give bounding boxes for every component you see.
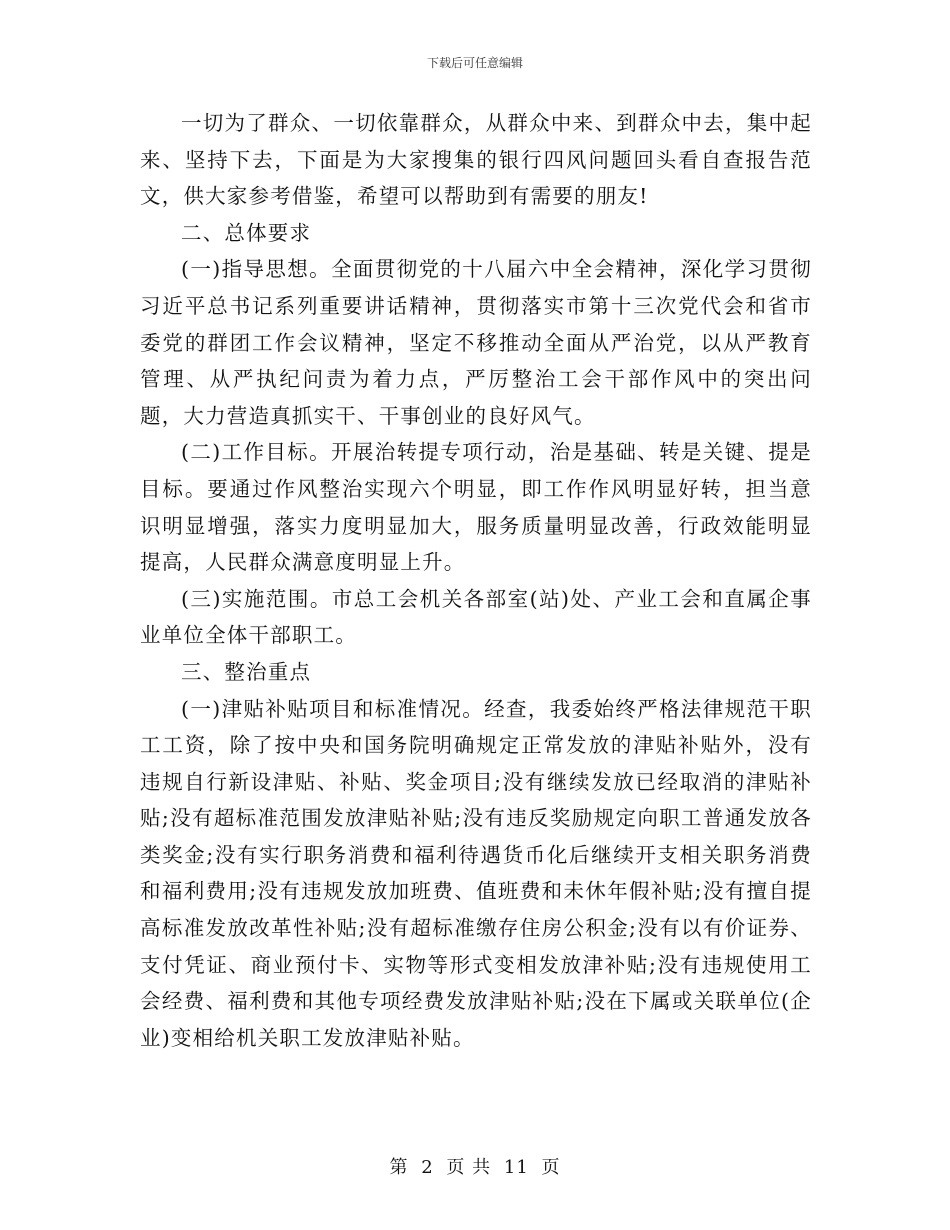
footer-suffix: 页 xyxy=(541,1157,561,1178)
section-heading-overall-requirements: 二、总体要求 xyxy=(181,220,312,245)
page-header: 下载后可任意编辑 xyxy=(426,56,523,70)
paragraph-scope: (三)实施范围。市总工会机关各部室(站)处、产业工会和直属企事业单位全体干部职工。 xyxy=(140,586,812,648)
footer-prefix: 第 xyxy=(389,1157,409,1178)
footer-middle: 页 共 xyxy=(446,1157,492,1178)
paragraph-work-goals: (二)工作目标。开展治转提专项行动，治是基础、转是关键、提是目标。要通过作风整治实现六个明显，即工作作风明显好转，担当意识明显增强，落实力度明显加大，服务质量明显改善，行政效能明显提高，人民群众满意度明显上升。 xyxy=(140,440,812,575)
footer-total-pages: 11 xyxy=(503,1157,529,1178)
footer-current-page: 2 xyxy=(421,1157,434,1178)
document-body xyxy=(140,105,812,1056)
paragraph-guiding-ideology: (一)指导思想。全面贯彻党的十八届六中全会精神，深化学习贯彻习近平总书记系列重要讲话精神，贯彻落实市第十三次党代会和省市委党的群团工作会议精神，坚定不移推动全面从严治党，以从严教育管理、从严执纪问责为着力点，严厉整治工会干部作风中的突出问题，大力营造真抓实干、干事创业的良好风气。 xyxy=(140,257,812,428)
section-heading-key-rectification: 三、整治重点 xyxy=(181,659,312,684)
paragraph-allowances: (一)津贴补贴项目和标准情况。经查，我委始终严格法律规范干职工工资，除了按中央和国务院明确规定正常发放的津贴补贴外，没有违规自行新设津贴、补贴、奖金项目;没有继续发放已经取消的津贴补贴;没有超标准范围发放津贴补贴;没有违反奖励规定向职工普通发放各类奖金;没有实行职务消费和福利待遇货币化后继续开支相关职务消费和福利费用;没有违规发放加班费、值班费和未休年假补贴;没有擅自提高标准发放改革性补贴;没有超标准缴存住房公积金;没有以有价证券、支付凭证、商业预付卡、实物等形式变相发放津补贴;没有违规使用工会经费、福利费和其他专项经费发放津贴补贴;没在下属或关联单位(企业)变相给机关职工发放津贴补贴。 xyxy=(140,696,812,1050)
intro-paragraph: 一切为了群众、一切依靠群众，从群众中来、到群众中去，集中起来、坚持下去，下面是为大家搜集的银行四风问题回头看自查报告范文，供大家参考借鉴，希望可以帮助到有需要的朋友! xyxy=(140,111,812,209)
page-footer xyxy=(0,1153,950,1179)
